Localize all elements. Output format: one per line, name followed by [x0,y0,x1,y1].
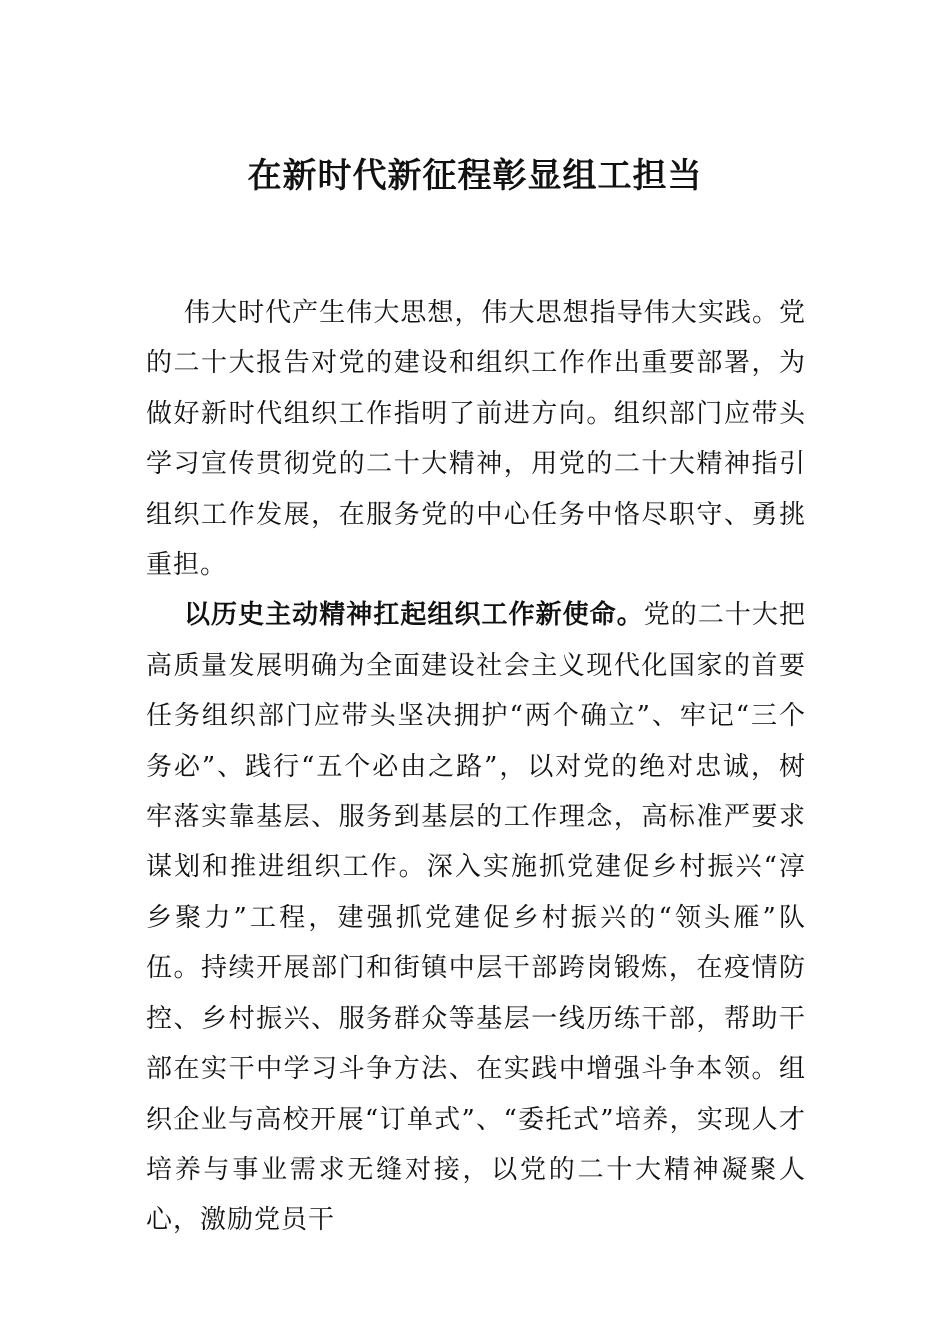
paragraph-text: 伟大时代产生伟大思想，伟大思想指导伟大实践。党的二十大报告对党的建设和组织工作作出重要部署，为做好新时代组织工作指明了前进方向。组织部门应带头学习宣传贯彻党的二十大精神，用党的二十大精神指引组织工作发展，在服务党的中心任务中恪尽职守、勇挑重担。 [146,298,806,581]
document-title: 在新时代新征程彰显组工担当 [247,156,703,196]
paragraph-section-1 [146,590,806,1245]
paragraph-intro [146,288,806,590]
paragraph-heading: 以历史主动精神扛起组织工作新使命。 [184,600,644,631]
paragraph-text: 党的二十大把高质量发展明确为全面建设社会主义现代化国家的首要任务组织部门应带头坚决拥护“两个确立”、牢记“三个务必”、践行“五个必由之路”，以对党的绝对忠诚，树牢落实靠基层、服务到基层的工作理念，高标准严要求谋划和推进组织工作。深入实施抓党建促乡村振兴“淳乡聚力”工程，建强抓党建促乡村振兴的“领头雁”队伍。持续开展部门和街镇中层干部跨岗锻炼，在疫情防控、乡村振兴、服务群众等基层一线历练干部，帮助干部在实干中学习斗争方法、在实践中增强斗争本领。组织企业与高校开展“订单式”、“委托式”培养，实现人才培养与事业需求无缝对接，以党的二十大精神凝聚人心，激励党员干 [146,600,806,1236]
document-body [146,288,806,1246]
